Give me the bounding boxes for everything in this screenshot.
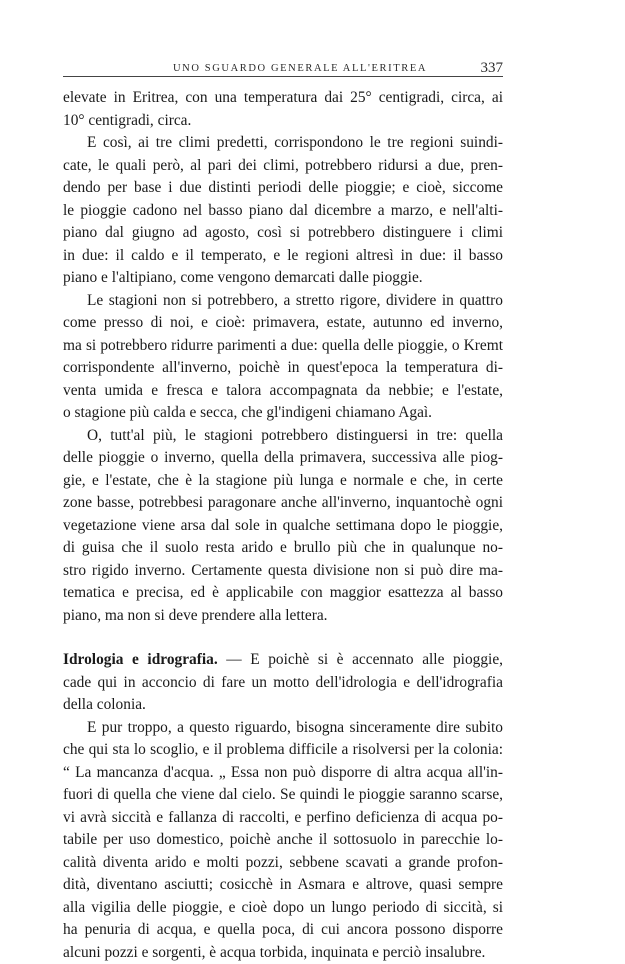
page-header [63, 52, 503, 76]
section-gap [63, 627, 503, 649]
text-line: fuori di quella che viene dal cielo. Se quindi le pioggie saranno scarse, [63, 784, 503, 807]
body-text [63, 87, 503, 964]
text-line: in due: il caldo e il temperato, e le regioni altresì in due: il basso [63, 245, 503, 268]
text-line: E così, ai tre climi predetti, corrispondono le tre regioni suindi- [63, 132, 503, 155]
text-line: E pur troppo, a questo riguardo, bisogna sinceramente dire subito [63, 717, 503, 740]
text-line: tabile per uso domestico, poichè anche il sottosuolo in parecchie lo- [63, 829, 503, 852]
text-line: gie, e l'estate, che è la stagione più lunga e normale e che, in certe [63, 470, 503, 493]
text-line: o stagione più calda e secca, che gl'indigeni chiamano Agaì. [63, 402, 503, 425]
heading-line [63, 649, 503, 672]
text-line: piano e l'altipiano, come vengono demarcati dalle pioggie. [63, 267, 503, 290]
text-line: cade qui in acconcio di fare un motto dell'idrologia e dell'idrografia [63, 672, 503, 695]
text-line: 10° centigradi, circa. [63, 110, 503, 133]
text-line: che qui sta lo scoglio, e il problema difficile a risolversi per la colonia: [63, 739, 503, 762]
text-line: piano, ma non si deve prendere alla lettera. [63, 605, 503, 628]
text-line: alcuni pozzi e sorgenti, è acqua torbida, inquinata e perciò insalubre. [63, 942, 503, 964]
text-line: calità diventa arido e molti pozzi, sebbene scavati a grande profon- [63, 852, 503, 875]
text-line: corrispondente all'inverno, poichè in quest'epoca la temperatura di- [63, 357, 503, 380]
text-line: elevate in Eritrea, con una temperatura dai 25° centigradi, circa, ai [63, 87, 503, 110]
page-number: 337 [481, 60, 504, 77]
text-line: cate, le quali però, al pari dei climi, potrebbero ridursi a due, pren- [63, 155, 503, 178]
running-title: UNO SGUARDO GENERALE ALL'ERITREA [173, 63, 427, 74]
text-line: dendo per base i due distinti periodi delle pioggie; e cioè, siccome [63, 177, 503, 200]
text-line: come presso di noi, e cioè: primavera, estate, autunno ed inverno, [63, 312, 503, 335]
text-line: “ La mancanza d'acqua. „ Essa non può disporre di altra acqua all'in- [63, 762, 503, 785]
text-line: dità, diventano asciutti; cosicchè in Asmara e altrove, quasi sempre [63, 874, 503, 897]
text-line: le pioggie cadono nel basso piano dal dicembre a marzo, e nell'alti- [63, 200, 503, 223]
text-line: ma si potrebbero ridurre parimenti a due: quella delle pioggie, o Kremt [63, 335, 503, 358]
text-line: piano dal giugno ad agosto, così si potrebbero distinguere i climi [63, 222, 503, 245]
text-line: vegetazione viene arsa dal sole in qualche settimana dopo le pioggie, [63, 515, 503, 538]
text-line: zone basse, potrebbesi paragonare anche all'inverno, inquantochè ogni [63, 492, 503, 515]
text-line: alla vigilia delle pioggie, e cioè dopo un lungo periodo di siccità, si [63, 897, 503, 920]
text-line: Le stagioni non si potrebbero, a stretto rigore, dividere in quattro [63, 290, 503, 313]
section-heading: Idrologia e idrografia. [63, 651, 218, 668]
text-line: venta umida e fresca e talora accompagnata da nebbie; e l'estate, [63, 380, 503, 403]
text-line: O, tutt'al più, le stagioni potrebbero distinguersi in tre: quella [63, 425, 503, 448]
text-line: della colonia. [63, 694, 503, 717]
text-line: stro rigido inverno. Certamente questa divisione non si può dire ma- [63, 560, 503, 583]
text-line: delle pioggie o inverno, quella della primavera, successiva alle piog- [63, 447, 503, 470]
text-line: ha penuria di acqua, e quella poca, di cui ancora possono disporre [63, 919, 503, 942]
text-fragment: — E poichè si è accennato alle pioggie, [226, 651, 503, 668]
header-rule [63, 76, 503, 77]
text-line: di guisa che il suolo resta arido e brullo più che in qualunque no- [63, 537, 503, 560]
text-line: vi avrà siccità e fallanza di raccolti, e perfino deficienza di acqua po- [63, 807, 503, 830]
text-line: tematica e precisa, ed è applicabile con maggior esattezza al basso [63, 582, 503, 605]
